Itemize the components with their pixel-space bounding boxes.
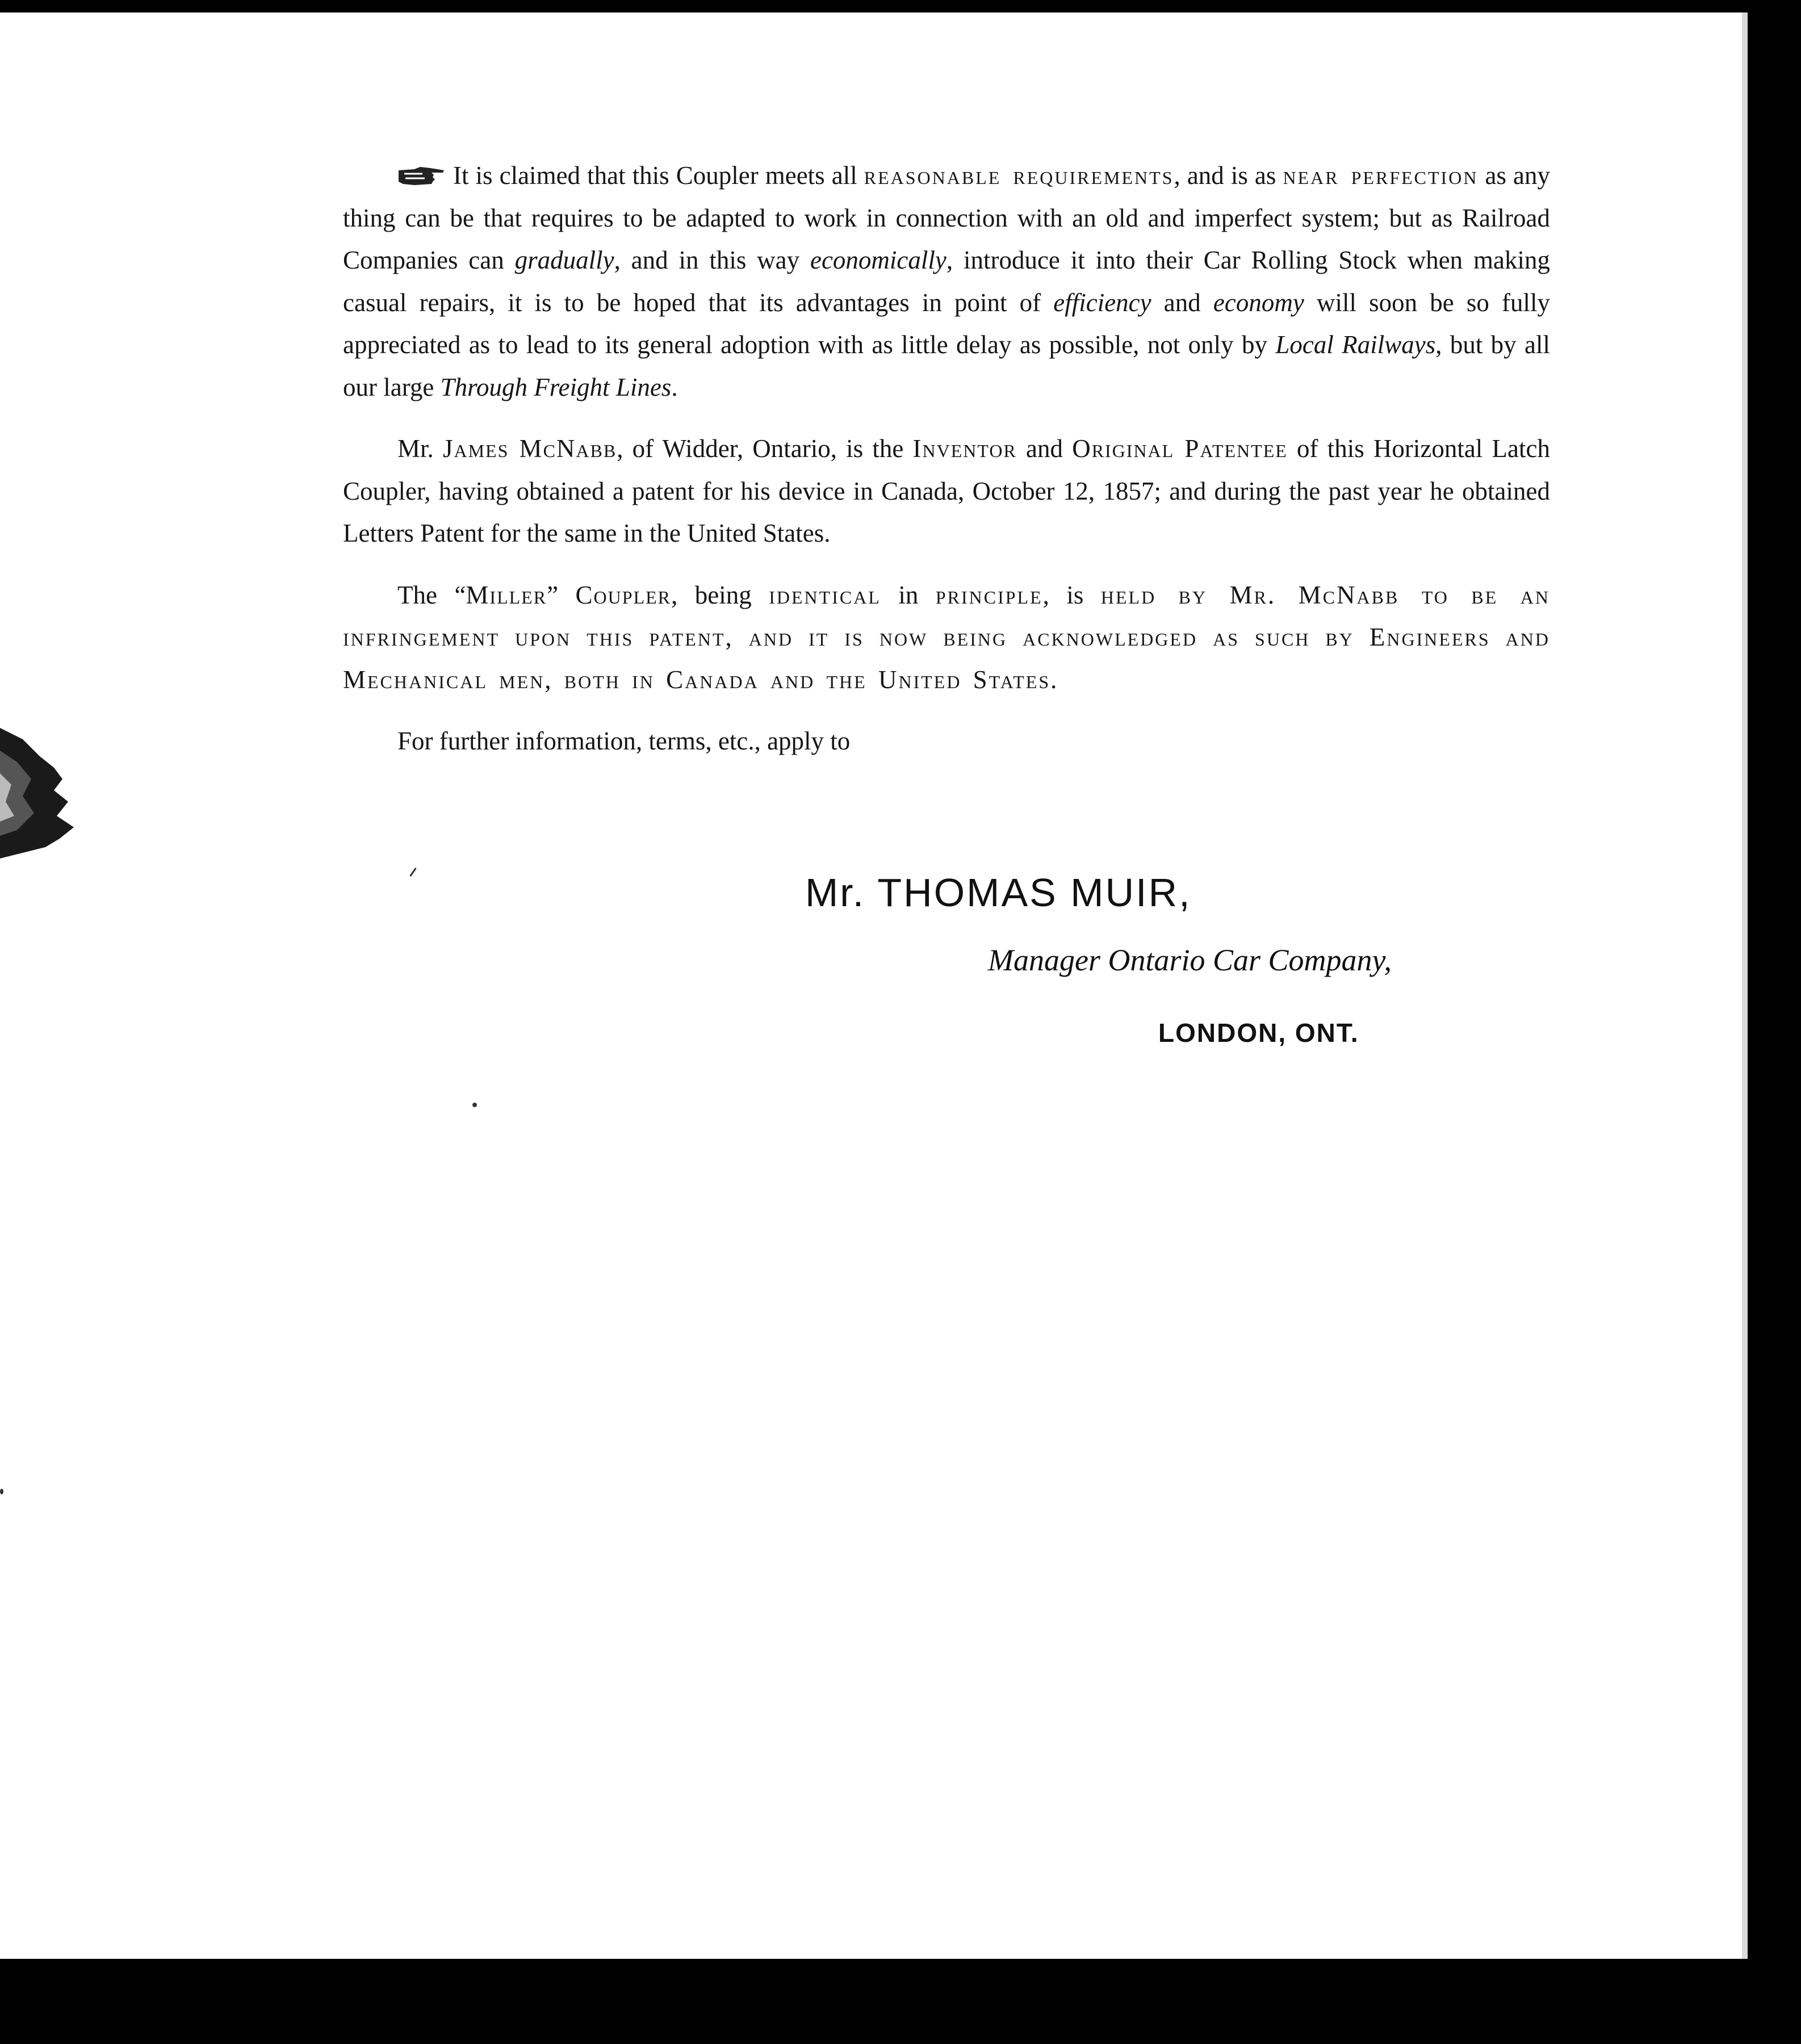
- text-run: as any thing can be that requires to be adapted to work in connection with an old and imperfect system; but as Railroad Companies can: [343, 161, 1551, 274]
- page-edge: [1742, 12, 1748, 1959]
- text-run: reasonable requirements: [864, 161, 1174, 190]
- text-run: efficiency: [1053, 288, 1151, 317]
- manicule-icon: [397, 165, 445, 186]
- text-run: of this Horizontal Latch Coupler, having obtained a patent for his device in Canada, October 12, 1857; and during the past year he obtained Letters Patent for the same in the United States.: [343, 434, 1550, 547]
- paragraph-inventor: [343, 428, 1550, 555]
- engraving-fragment-icon: [0, 717, 79, 858]
- ink-speck: [0, 1489, 3, 1494]
- paragraph-claim: [343, 154, 1550, 408]
- signature-name: Mr. THOMAS MUIR,: [805, 870, 1192, 915]
- document-page: [0, 12, 1742, 1959]
- text-run: , is: [1042, 580, 1101, 609]
- text-run: .: [671, 372, 678, 401]
- paragraph-infringement: [343, 574, 1550, 701]
- text-run: , and is as: [1174, 161, 1283, 190]
- text-run: It is claimed that this Coupler meets all: [453, 161, 864, 190]
- text-run: , being: [671, 580, 769, 609]
- ink-speck: [409, 868, 417, 877]
- text-run: gradually: [514, 246, 614, 274]
- text-run: principle: [935, 580, 1043, 609]
- paragraph-contact: For further information, terms, etc., apply to: [397, 727, 851, 755]
- text-run: , of Widder, Ontario, is the: [617, 434, 913, 463]
- text-run: economy: [1213, 288, 1304, 317]
- text-run: economically: [810, 246, 946, 274]
- text-run: , but by all our large: [343, 330, 1551, 401]
- text-run: Inventor: [912, 434, 1017, 463]
- text-run: James McNabb: [442, 434, 617, 463]
- text-run: Miller: [466, 580, 547, 609]
- text-run: near perfection: [1283, 161, 1479, 190]
- body-text: [343, 154, 1550, 782]
- signature-title: Manager Ontario Car Company,: [988, 943, 1392, 977]
- signature-city: LONDON, ONT.: [1158, 1018, 1359, 1048]
- text-run: , introduce it into their Car Rolling Stock when making casual repairs, it is to be hoped that its advantages in point of: [343, 246, 1550, 317]
- text-run: and: [1151, 288, 1213, 317]
- text-run: Mr.: [397, 434, 443, 463]
- text-run: will soon be so fully appreciated as to lead to its general adoption with as little delay as possible, not only by: [343, 288, 1550, 359]
- scan-border: [0, 1959, 1801, 2044]
- text-run: ”: [547, 580, 576, 609]
- text-run: Through Freight Lines: [440, 372, 672, 401]
- text-run: in: [881, 580, 936, 609]
- ink-speck: [472, 1103, 477, 1107]
- text-run: held by Mr. McNabb to be an infringement upon this patent, and it is now being acknowledged as such by Engineers and Mechanical men, both in Canada and the United States.: [343, 580, 1550, 694]
- text-run: The “: [397, 580, 466, 609]
- text-run: Original Patentee: [1072, 434, 1288, 463]
- text-run: identical: [769, 580, 881, 609]
- text-run: Coupler: [575, 580, 672, 609]
- text-run: Local Railways: [1275, 330, 1436, 359]
- text-run: and: [1016, 434, 1073, 463]
- text-run: , and in this way: [614, 246, 810, 274]
